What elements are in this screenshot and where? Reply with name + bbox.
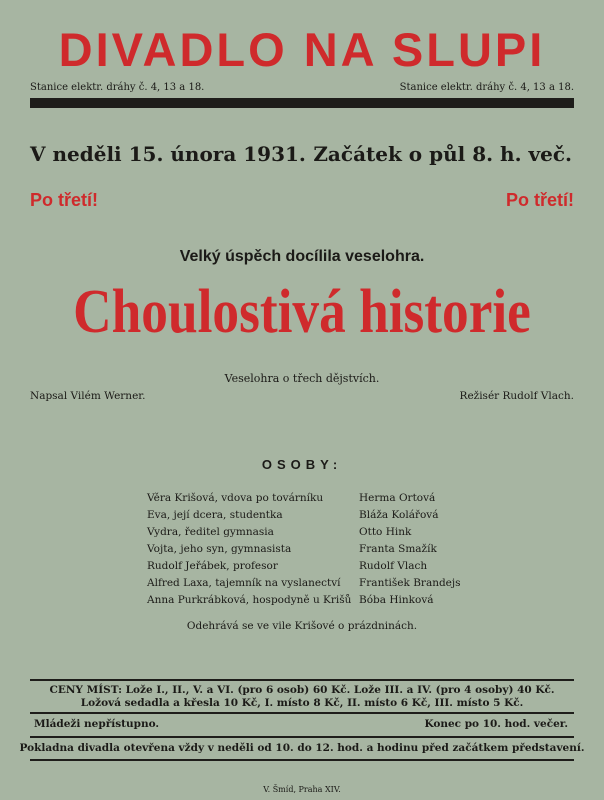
play-subtitle: Veselohra o třech dějstvích. bbox=[224, 372, 380, 385]
cast-heading: OSOBY: bbox=[261, 457, 343, 472]
cast-actor: Franta Smažík bbox=[359, 543, 437, 555]
cast-role: Rudolf Jeřábek, profesor bbox=[147, 560, 278, 572]
footer-divider bbox=[30, 759, 574, 761]
cast-actor: Bláža Kolářová bbox=[359, 509, 439, 521]
cast-list bbox=[147, 492, 477, 611]
cast-actor: Bóba Hinková bbox=[359, 594, 434, 606]
success-line: Velký úspěch docílila veselohra. bbox=[179, 248, 425, 265]
tram-stop-left: Stanice elektr. dráhy č. 4, 13 a 18. bbox=[30, 82, 205, 93]
cast-role: Alfred Laxa, tajemník na vyslanectví bbox=[147, 577, 341, 589]
play-title: Choulostivá historie bbox=[73, 278, 531, 346]
cast-row bbox=[147, 577, 477, 594]
end-time: Konec po 10. hod. večer. bbox=[424, 718, 568, 730]
printer-credit: V. Šmíd, Praha XIV. bbox=[263, 785, 341, 794]
box-office-hours: Pokladna divadla otevřena vždy v neděli od 10. do 12. hod. a hodinu před začátkem představení. bbox=[19, 742, 585, 754]
cast-row bbox=[147, 526, 477, 543]
cast-role: Eva, její dcera, studentka bbox=[147, 509, 283, 521]
cast-row bbox=[147, 594, 477, 611]
cast-actor: Herma Ortová bbox=[359, 492, 436, 504]
ticket-prices-line: CENY MÍST: Lože I., II., V. a VI. (pro 6 osob) 60 Kč. Lože III. a IV. (pro 4 osoby) 40 Kč. bbox=[49, 684, 555, 696]
performance-date: V neděli 15. února 1931. bbox=[30, 142, 306, 166]
performance-run-left: Po třetí! bbox=[30, 190, 99, 210]
theatre-name: DIVADLO NA SLUPI bbox=[58, 23, 546, 76]
cast-row bbox=[147, 492, 477, 509]
footer-divider bbox=[30, 712, 574, 714]
cast-role: Věra Krišová, vdova po továrníku bbox=[147, 492, 324, 504]
cast-actor: Otto Hink bbox=[359, 526, 412, 538]
footer-divider bbox=[30, 679, 574, 681]
cast-role: Vydra, ředitel gymnasia bbox=[147, 526, 274, 538]
play-setting: Odehrává se ve vile Krišové o prázdninách. bbox=[186, 620, 418, 632]
cast-role: Vojta, jeho syn, gymnasista bbox=[147, 543, 292, 555]
ticket-prices bbox=[30, 684, 574, 710]
cast-role: Anna Purkrábková, hospodyně u Krišů bbox=[147, 594, 352, 606]
header-divider bbox=[30, 98, 574, 108]
start-time: Začátek o půl 8. h. več. bbox=[313, 142, 572, 166]
footer-divider bbox=[30, 736, 574, 738]
cast-actor: Rudolf Vlach bbox=[359, 560, 428, 572]
age-restriction: Mládeži nepřístupno. bbox=[34, 718, 160, 730]
performance-run-right: Po třetí! bbox=[505, 190, 574, 210]
tram-stop-right: Stanice elektr. dráhy č. 4, 13 a 18. bbox=[399, 82, 574, 93]
cast-row bbox=[147, 543, 477, 560]
cast-row bbox=[147, 509, 477, 526]
ticket-prices-line: Ložová sedadla a křesla 10 Kč, I. místo 8 Kč, II. místo 6 Kč, III. místo 5 Kč. bbox=[80, 697, 524, 709]
cast-row bbox=[147, 560, 477, 577]
director-credit: Režisér Rudolf Vlach. bbox=[459, 390, 574, 402]
cast-actor: František Brandejs bbox=[359, 577, 461, 589]
author-credit: Napsal Vilém Werner. bbox=[30, 390, 146, 402]
